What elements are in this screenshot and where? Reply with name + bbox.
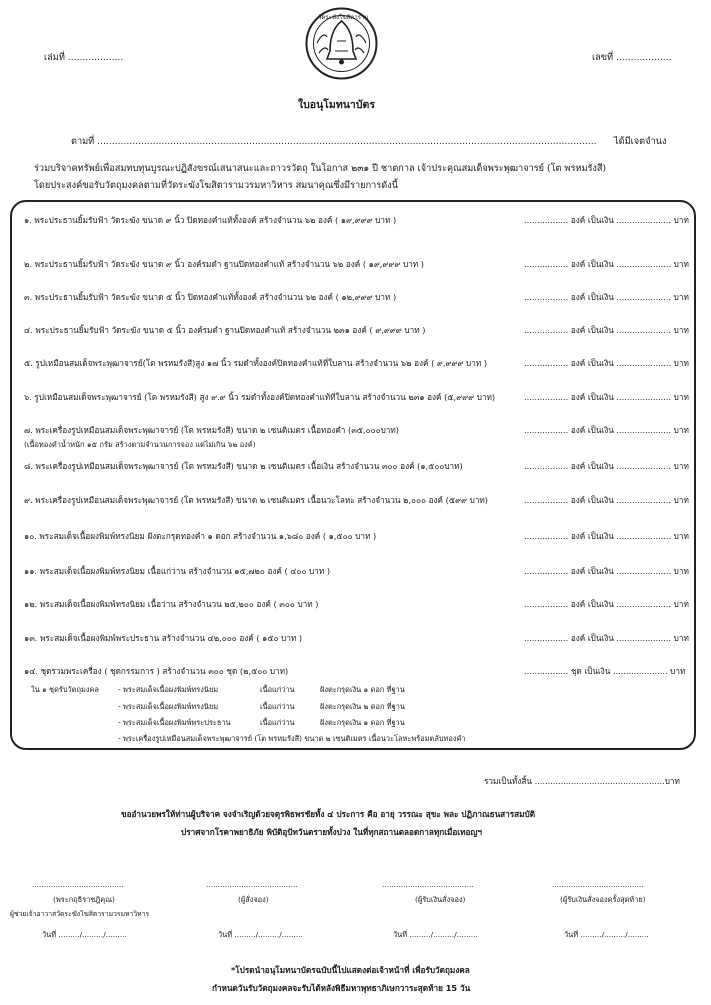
- item-order-field[interactable]: ................. องค์ เป็นเงิน ..................... บาท: [524, 215, 689, 225]
- item-text: ๑๔. ชุดรวมพระเครื่อง ( ชุดกรรมการ ) สร้างจำนวน ๓๐๐ ชุด (๒,๕๐๐ บาท): [24, 666, 289, 676]
- item-order-field[interactable]: ................. องค์ เป็นเงิน ..................... บาท: [524, 259, 689, 269]
- item-text: ๑. พระประธานยิ้มรับฟ้า วัดระฆัง ขนาด ๙ นิ้ว ปิดทองคำแท้ทั้งองค์ สร้างจำนวน ๖๒ องค์ ( ๑๙,๙๙๙ บาท ): [24, 215, 397, 225]
- signature-line: .......................................: [552, 880, 644, 889]
- item-text: ๑๑. พระสมเด็จเนื้อผงพิมพ์ทรงนิยม เนื้อแก่ว่าน สร้างจำนวน ๑๕,๗๒๐ องค์ ( ๔๐๐ บาท ): [24, 566, 331, 576]
- intent-label: ได้มีเจตจำนง: [614, 136, 667, 147]
- signature-date[interactable]: วันที่ ........./........./.........: [42, 930, 127, 939]
- item-order-field[interactable]: ................. องค์ เป็นเงิน ..................... บาท: [524, 495, 689, 505]
- item-text: ๙. พระเครื่องรูปเหมือนสมเด็จพระพุฒาจารย์ (โต พรหมรังสี) ขนาด ๒ เซนติเมตร เนื้อนวะโลหะ สร้างจำนวน ๒,๐๐๐ องค์ (๕๙๙ บาท): [24, 495, 489, 505]
- set-item-name: - พระเครื่องรูปเหมือนสมเด็จพระพุฒาจารย์ (โต พรหมรังสี) ขนาด ๒ เซนติเมตร เนื้อนวะโลหะพร้อมตลับทองคำ: [118, 734, 466, 743]
- donor-name-line: ตามที่ ...........................................................................................................................................................................: [71, 136, 597, 147]
- set-item-name: - พระสมเด็จเนื้อผงพิมพ์ทรงนิยม: [118, 702, 219, 711]
- set-intro: ใน ๑ ชุดรับวัตถุมงคล: [31, 685, 99, 694]
- blessing-line-2: ปราศจากโรคาพยาธิภัย พิบัติอุปัทวันตรายทั้งปวง ในที่ทุกสถานตลอดกาลทุกเมื่อเทอญฯ: [181, 827, 482, 837]
- item-order-field[interactable]: ................. องค์ เป็นเงิน ..................... บาท: [524, 633, 689, 643]
- item-order-field[interactable]: ................. องค์ เป็นเงิน ..................... บาท: [524, 531, 689, 541]
- intro-line-2: โดยประสงค์ขอรับวัตถุมงคลตามที่วัดระฆังโฆสิตารามวรมหาวิหาร สมนาคุณซึ่งมีรายการดังนี้: [34, 180, 398, 191]
- total-label: รวมเป็นทั้งสิ้น ..................................................บาท: [484, 776, 680, 786]
- item-text: ๖. รูปเหมือนสมเด็จพระพุฒาจารย์ (โต พรหมรังสี) สูง ๙.๙ นิ้ว รมดำทั้งองค์ปิดทองคำแท้ที่ใบลาน สร้างจำนวน ๒๓๑ องค์ (๕,๙๙๙ บาท): [24, 392, 496, 402]
- item-text: ๑๓. พระสมเด็จเนื้อผงพิมพ์พระประธาน สร้างจำนวน ๔๒,๐๐๐ องค์ ( ๑๕๐ บาท ): [24, 633, 303, 643]
- item-text: ๔. พระประธานยิ้มรับฟ้า วัดระฆัง ขนาด ๕ นิ้ว องค์รมดำ ฐานปิดทองคำแท้ สร้างจำนวน ๒๓๑ องค์ ( ๙,๙๙๙ บาท ): [24, 325, 426, 335]
- set-item-material: เนื้อแก่ว่าน: [260, 685, 295, 694]
- item-text: ๒. พระประธานยิ้มรับฟ้า วัดระฆัง ขนาด ๙ นิ้ว องค์รมดำ ฐานปิดทองคำแท้ สร้างจำนวน ๖๒ องค์ ( ๑๙,๙๙๙ บาท ): [24, 259, 424, 269]
- item-order-field[interactable]: ................. องค์ เป็นเงิน ..................... บาท: [524, 599, 689, 609]
- signature-role: ผู้ช่วยเจ้าอาวาสวัดระฆังโฆสิตารามวรมหาวิหาร: [10, 910, 150, 918]
- signature-name: (พระกฤธิราชฎิคุณ): [53, 895, 115, 904]
- footer-note-2: กำหนดวันรับวัตถุมงคลจะรับได้หลังพิธีมหาพุทธาภิเษกวาระสุดท้าย 15 วัน: [212, 983, 471, 993]
- signature-date[interactable]: วันที่ ........./........./.........: [564, 930, 649, 939]
- set-item-material: เนื้อแก่ว่าน: [260, 702, 295, 711]
- signature-name: (ผู้สั่งจอง): [238, 895, 269, 904]
- set-item-name: - พระสมเด็จเนื้อผงพิมพ์พระประธาน: [118, 718, 231, 727]
- book-number-label: เล่มที่ ...................: [44, 52, 124, 63]
- seal-text: วัดระฆังโฆสิตาราม: [318, 14, 369, 21]
- set-item-material: เนื้อแก่ว่าน: [260, 718, 295, 727]
- signature-line: .......................................: [382, 880, 474, 889]
- page-title: ใบอนุโมทนาบัตร: [298, 99, 375, 111]
- footer-note-1: *โปรดนำอนุโมทนาบัตรฉบับนี้ไปแสดงต่อเจ้าหน้าที่ เพื่อรับวัตถุมงคล: [231, 965, 470, 975]
- set-item-detail: ฝังตะกรุดเงิน ๑ ดอก ที่ฐาน: [320, 685, 405, 694]
- item-order-field[interactable]: ................. องค์ เป็นเงิน ..................... บาท: [524, 325, 689, 335]
- item-text: ๗. พระเครื่องรูปเหมือนสมเด็จพระพุฒาจารย์ (โต พรหมรังสี) ขนาด ๒ เซนติเมตร เนื้อทองคำ (๓๕,๐๐๐บาท): [24, 425, 399, 435]
- item-text: ๕. รูปเหมือนสมเด็จพระพุฒาจารย์(โต พรหมรังสี)สูง ๑๗ นิ้ว รมดำทั้งองค์ปิดทองคำแท้ที่ใบลาน สร้างจำนวน ๖๒ องค์ ( ๙,๙๙๙ บาท ): [24, 358, 488, 368]
- item-text: ๘. พระเครื่องรูปเหมือนสมเด็จพระพุฒาจารย์ (โต พรหมรังสี) ขนาด ๒ เซนติเมตร เนื้อเงิน สร้างจำนวน ๓๐๐ องค์ (๑,๕๐๐บาท): [24, 461, 463, 471]
- item-text: ๑๐. พระสมเด็จเนื้อผงพิมพ์ทรงนิยม ฝังตะกรุดทองคำ ๑ ดอก สร้างจำนวน ๑,๖๘๐ องค์ ( ๑,๕๐๐ บาท ): [24, 531, 377, 541]
- intro-line-1: ร่วมบริจาคทรัพย์เพื่อสมทบทุนบูรณะปฏิสังขรณ์เสนาสนะและถาวรวัตถุ ในโอกาส ๒๓๑ ปี ชาตกาล เจ้าประคุณสมเด็จพระพุฒาจารย์ (โต พรหมรังสี): [34, 163, 607, 174]
- item-text: ๑๒. พระสมเด็จเนื้อผงพิมพ์ทรงนิยม เนื้อว่าน สร้างจำนวน ๒๕,๒๐๐ องค์ ( ๓๐๐ บาท ): [24, 599, 319, 609]
- signature-date[interactable]: วันที่ ........./........./.........: [393, 930, 478, 939]
- item-order-field[interactable]: ................. องค์ เป็นเงิน ..................... บาท: [524, 292, 689, 302]
- item-text: ๓. พระประธานยิ้มรับฟ้า วัดระฆัง ขนาด ๕ นิ้ว ปิดทองคำแท้ทั้งองค์ สร้างจำนวน ๖๒ องค์ ( ๑๒,๙๙๙ บาท ): [24, 292, 397, 302]
- signature-name: (ผู้รับเงินสั่งจองครั้งสุดท้าย): [560, 895, 646, 904]
- signature-line: .......................................: [206, 880, 298, 889]
- item-order-field[interactable]: ................. องค์ เป็นเงิน ..................... บาท: [524, 566, 689, 576]
- item-order-field[interactable]: ................. องค์ เป็นเงิน ..................... บาท: [524, 392, 689, 402]
- item-order-field[interactable]: ................. ชุด เป็นเงิน ..................... บาท: [524, 666, 686, 676]
- item-order-field[interactable]: ................. องค์ เป็นเงิน ..................... บาท: [524, 425, 689, 435]
- item-subnote: (เนื้อทองคำน้ำหนัก ๑๕ กรัม สร้างตามจำนวนการจอง แต่ไม่เกิน ๖๒ องค์): [24, 440, 256, 449]
- signature-line: .......................................: [32, 880, 124, 889]
- item-order-field[interactable]: ................. องค์ เป็นเงิน ..................... บาท: [524, 358, 689, 368]
- item-order-field[interactable]: ................. องค์ เป็นเงิน ..................... บาท: [524, 461, 689, 471]
- document-number-label: เลขที่ ...................: [592, 52, 672, 63]
- signature-date[interactable]: วันที่ ........./........./.........: [218, 930, 303, 939]
- signature-name: (ผู้รับเงินสั่งจอง): [415, 895, 466, 904]
- blessing-line-1: ขออำนวยพรให้ท่านผู้บริจาค จงจำเริญด้วยจตุรพิธพรชัยทั้ง ๔ ประการ คือ อายุ วรรณะ สุขะ พละ ปฏิภาณธนสารสมบัติ: [121, 809, 536, 819]
- set-item-name: - พระสมเด็จเนื้อผงพิมพ์ทรงนิยม: [118, 685, 219, 694]
- set-item-detail: ฝังตะกรุดเงิน ๒ ดอก ที่ฐาน: [320, 702, 405, 711]
- set-item-detail: ฝังตะกรุดเงิน ๑ ดอก ที่ฐาน: [320, 718, 405, 727]
